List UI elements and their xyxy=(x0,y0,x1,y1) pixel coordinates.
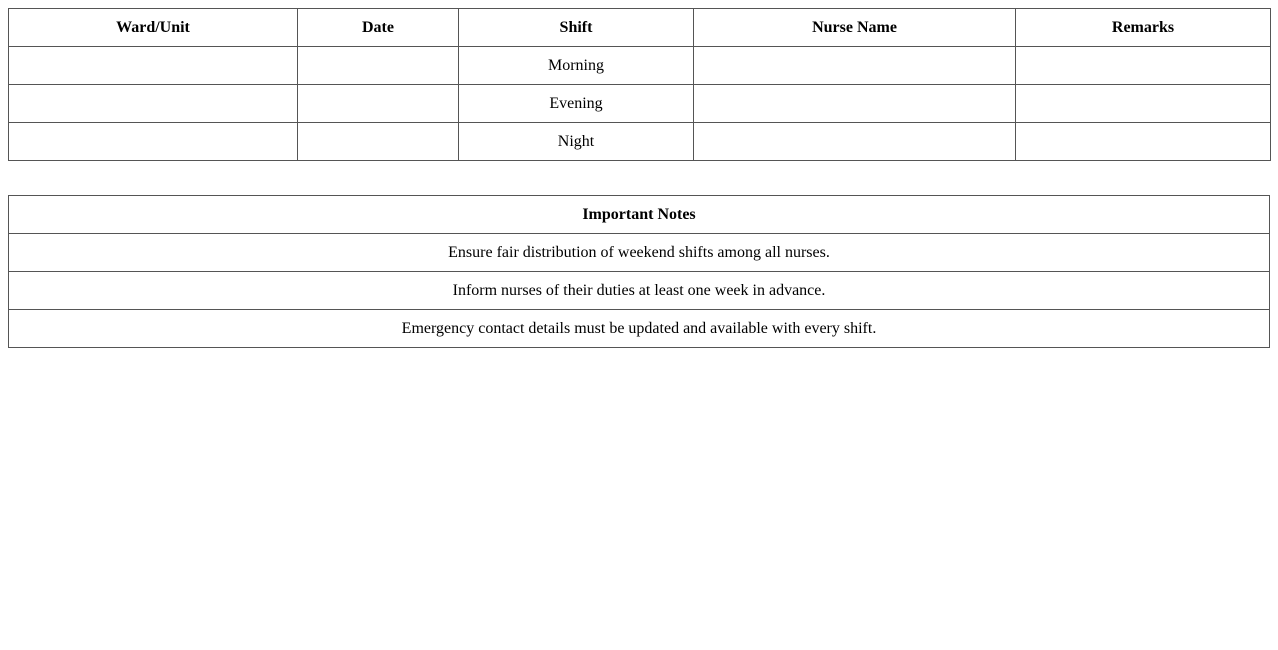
remarks-cell xyxy=(1016,47,1271,85)
header-date: Date xyxy=(298,9,459,47)
header-shift: Shift xyxy=(459,9,694,47)
table-row xyxy=(9,85,1271,123)
notes-header-row xyxy=(9,196,1270,234)
note-row xyxy=(9,234,1270,272)
note-item: Inform nurses of their duties at least one week in advance. xyxy=(9,272,1270,310)
notes-title: Important Notes xyxy=(9,196,1270,234)
date-cell xyxy=(298,47,459,85)
ward-unit-cell xyxy=(9,47,298,85)
header-nurse-name: Nurse Name xyxy=(694,9,1016,47)
shift-cell: Night xyxy=(459,123,694,161)
important-notes-table xyxy=(8,195,1270,348)
remarks-cell xyxy=(1016,85,1271,123)
table-row xyxy=(9,47,1271,85)
note-item: Ensure fair distribution of weekend shifts among all nurses. xyxy=(9,234,1270,272)
remarks-cell xyxy=(1016,123,1271,161)
header-remarks: Remarks xyxy=(1016,9,1271,47)
nurse-name-cell xyxy=(694,85,1016,123)
schedule-header-row xyxy=(9,9,1271,47)
date-cell xyxy=(298,123,459,161)
shift-schedule-table xyxy=(8,8,1271,161)
ward-unit-cell xyxy=(9,85,298,123)
date-cell xyxy=(298,85,459,123)
ward-unit-cell xyxy=(9,123,298,161)
shift-cell: Morning xyxy=(459,47,694,85)
shift-cell: Evening xyxy=(459,85,694,123)
note-item: Emergency contact details must be updated and available with every shift. xyxy=(9,310,1270,348)
nurse-name-cell xyxy=(694,123,1016,161)
note-row xyxy=(9,272,1270,310)
note-row xyxy=(9,310,1270,348)
header-ward-unit: Ward/Unit xyxy=(9,9,298,47)
nurse-name-cell xyxy=(694,47,1016,85)
table-row xyxy=(9,123,1271,161)
